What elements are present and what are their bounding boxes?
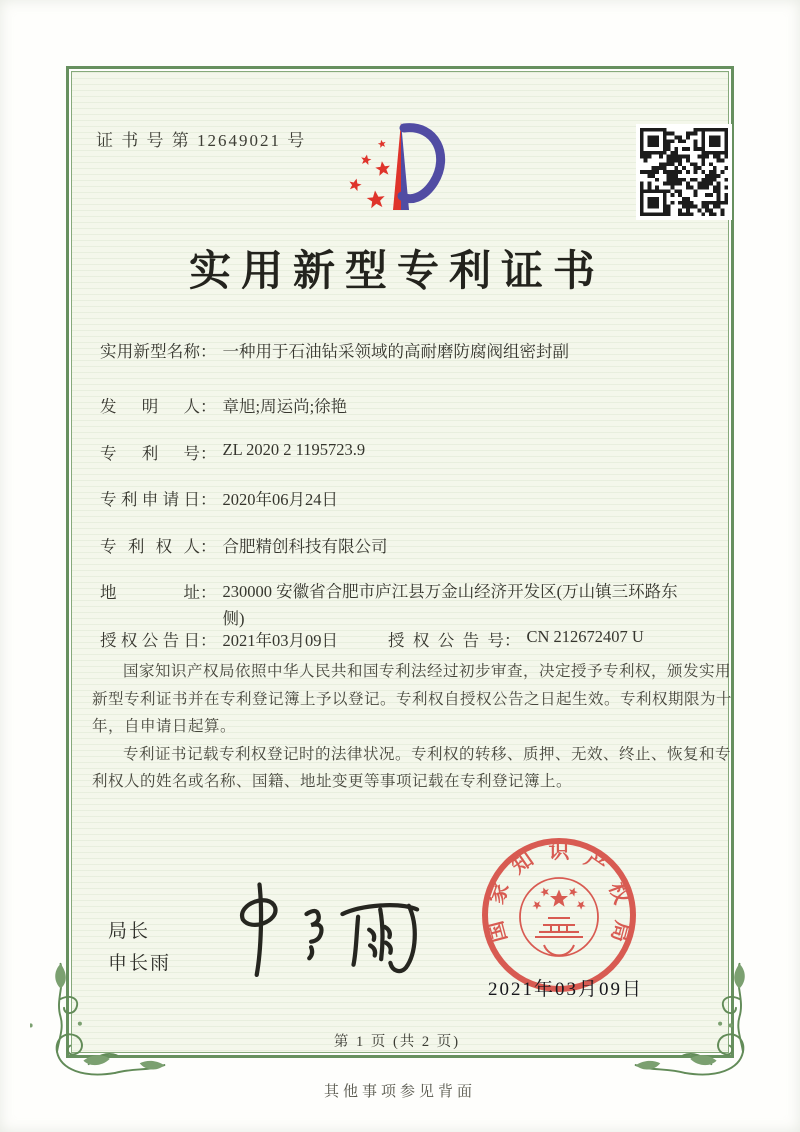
seal-char: 识: [548, 839, 570, 863]
legal-paragraph-2: 专利证书记载专利权登记时的法律状况。专利权的转移、质押、无效、终止、恢复和专利权人的姓名或名称、国籍、地址变更等事项记载在专利登记簿上。: [92, 745, 732, 791]
cnipa-logo-icon: [338, 112, 470, 218]
seal-char: 权: [604, 879, 635, 908]
field-label: 发明人: [100, 397, 200, 416]
field-label: 专利申请日: [100, 490, 200, 509]
field-colon: ：: [200, 342, 217, 361]
field-value: 2021年03月09日: [222, 631, 338, 650]
seal-char: 产: [580, 846, 612, 879]
certificate-title: 实用新型专利证书: [188, 249, 605, 295]
field-label: 专利权人: [100, 537, 200, 556]
director-name: 申长雨: [108, 953, 172, 974]
field-value: 230000 安徽省合肥市庐江县万金山经济开发区(万山镇三环路东侧): [222, 582, 678, 628]
field-colon: ：: [200, 490, 217, 509]
page-indicator: 第 1 页 (共 2 页): [333, 1034, 461, 1050]
field-label: 地址: [100, 583, 200, 602]
official-seal-icon: [478, 834, 640, 996]
field-value: 一种用于石油钻采领域的高耐磨防腐阀组密封副: [222, 342, 569, 361]
field-group-grant-number: [388, 627, 644, 651]
director-signature-icon: [218, 878, 430, 986]
field-row-inventor: [100, 393, 347, 417]
field-row-patent-number: [100, 440, 365, 464]
certificate-number: 证 书 号 第 12649021 号: [96, 131, 307, 150]
seal-char: 知: [506, 846, 538, 879]
field-label: 授权公告号: [388, 631, 504, 650]
legal-text: [92, 658, 737, 796]
back-note: 其他事项参见背面: [323, 1084, 476, 1100]
field-colon: ：: [200, 631, 217, 650]
field-value: 章旭;周运尚;徐艳: [222, 397, 348, 416]
field-row-grant: [100, 627, 644, 651]
field-value: ZL 2020 2 1195723.9: [222, 440, 366, 459]
legal-paragraph-1: 国家知识产权局依照中华人民共和国专利法经过初步审查，决定授予专利权，颁发实用新型专利证书并在专利登记簿上予以登记。专利权自授权公告之日起生效。专利权期限为十年，自申请日起算。: [92, 663, 733, 736]
corner-flourish-left-icon: [30, 948, 172, 1080]
field-value: 合肥精创科技有限公司: [222, 537, 388, 556]
national-emblem-icon: [520, 878, 598, 956]
field-colon: ：: [200, 537, 217, 556]
field-colon: ：: [504, 631, 521, 650]
field-label: 实用新型名称: [100, 342, 200, 361]
seal-date: 2021年03月09日: [488, 979, 644, 1000]
field-value: CN 212672407 U: [526, 627, 644, 646]
field-row-patentee: [100, 533, 388, 557]
director-title: 局长: [108, 921, 151, 942]
seal-char: 家: [483, 879, 514, 908]
seal-char: 国: [482, 918, 512, 945]
corner-flourish-right-icon: [628, 948, 770, 1080]
field-row-name: [100, 338, 569, 362]
seal-char: 局: [606, 918, 636, 945]
field-label: 授权公告日: [100, 631, 200, 650]
field-colon: ：: [200, 397, 217, 416]
field-value: 2020年06月24日: [222, 490, 338, 509]
field-colon: ：: [200, 583, 217, 602]
field-colon: ：: [200, 444, 217, 463]
field-row-filing-date: [100, 486, 338, 510]
qr-code: [636, 124, 732, 220]
field-row-address: [100, 579, 693, 632]
field-label: 专利号: [100, 444, 200, 463]
